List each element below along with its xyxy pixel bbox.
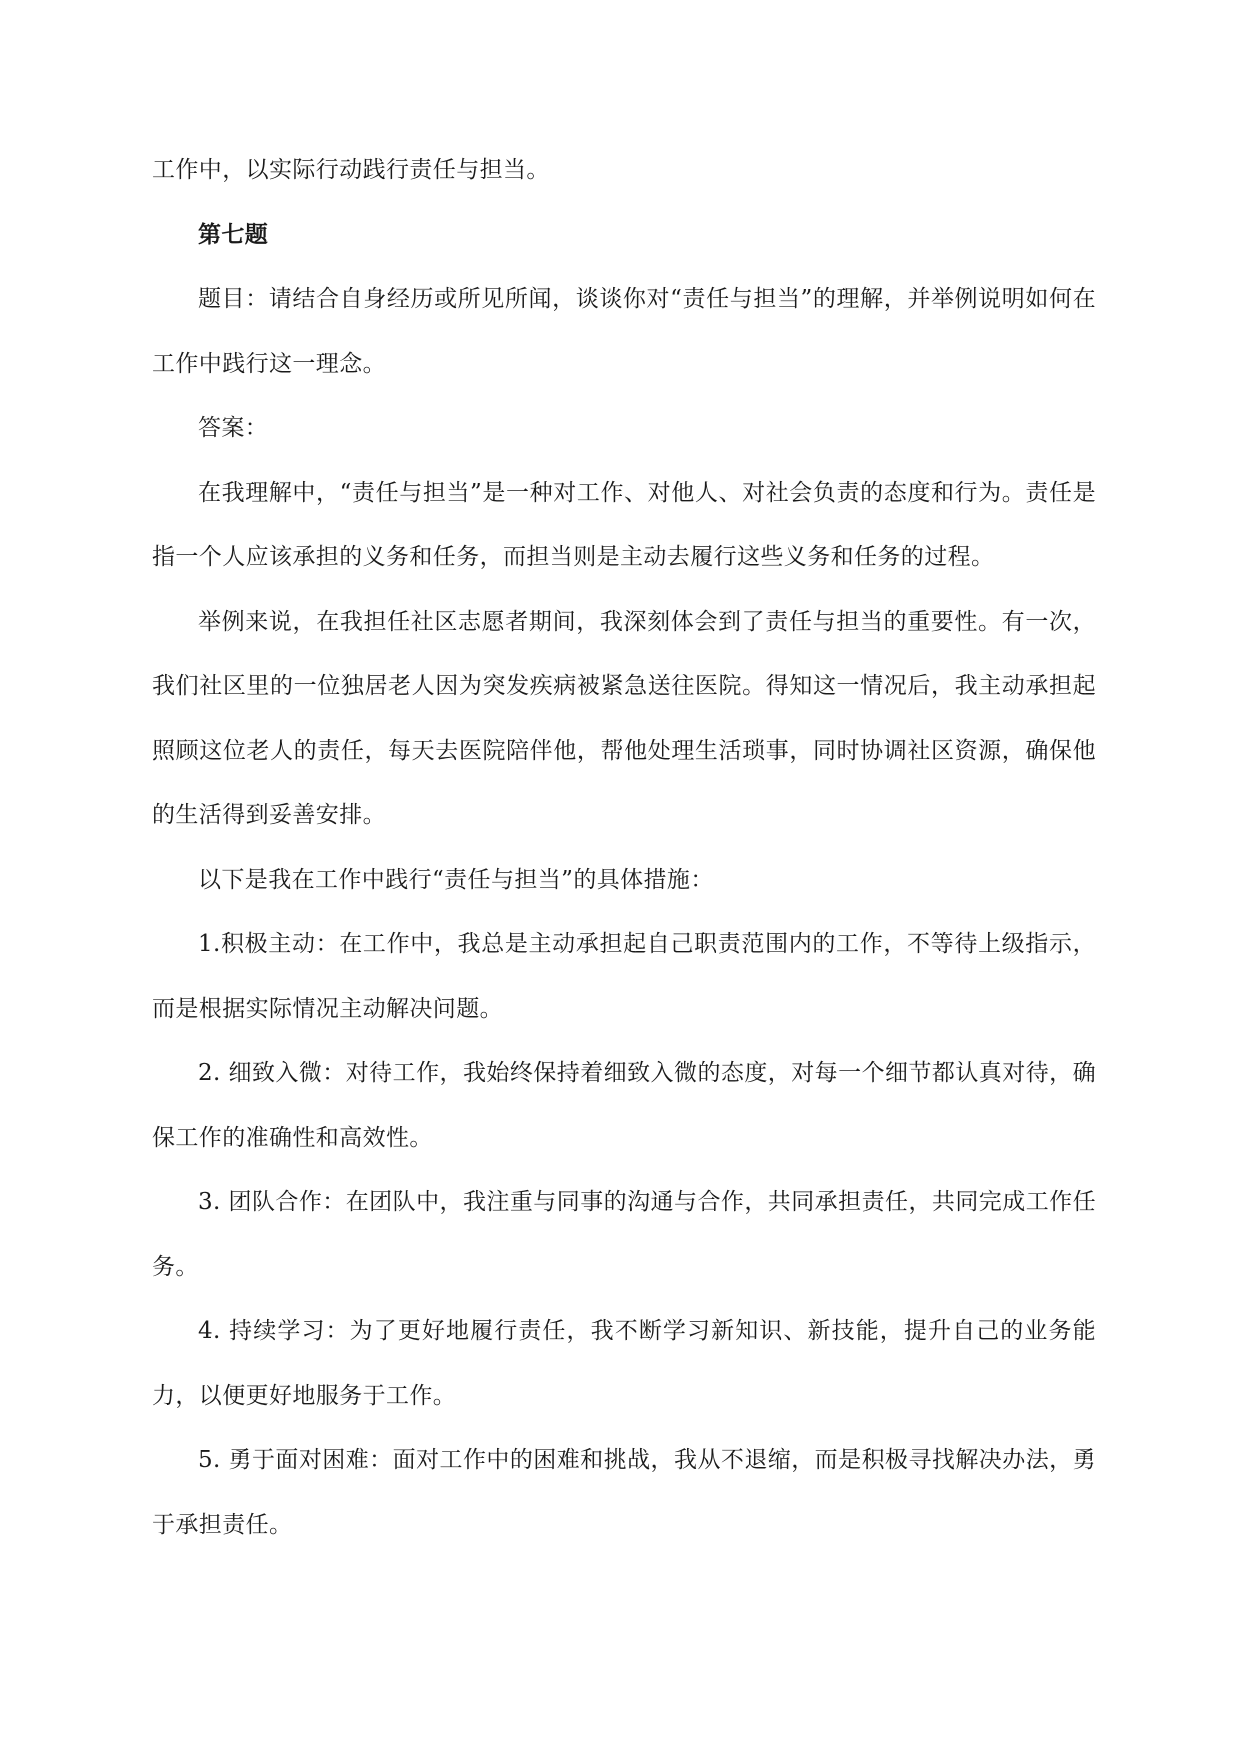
- measure-item-proactive: 1.积极主动：在工作中，我总是主动承担起自己职责范围内的工作，不等待上级指示，而是根据实际情况主动解决问题。: [152, 931, 1096, 1022]
- measure-item-facing-difficulties: 5. 勇于面对困难：面对工作中的困难和挑战，我从不退缩，而是积极寻找解决办法，勇于承担责任。: [152, 1447, 1096, 1538]
- answer-paragraph-measures-intro: 以下是我在工作中践行“责任与担当”的具体措施：: [198, 866, 714, 893]
- section-title: 第七题: [198, 220, 269, 248]
- answer-paragraph-understanding: 在我理解中，“责任与担当”是一种对工作、对他人、对社会负责的态度和行为。责任是指一个人应该承担的义务和任务，而担当则是主动去履行这些义务和任务的过程。: [152, 479, 1096, 570]
- measure-item-learning: 4. 持续学习：为了更好地履行责任，我不断学习新知识、新技能，提升自己的业务能力，以便更好地服务于工作。: [152, 1318, 1096, 1409]
- document-body: [152, 138, 1096, 1557]
- measure-item-teamwork: 3. 团队合作：在团队中，我注重与同事的沟通与合作，共同承担责任，共同完成工作任务。: [152, 1189, 1096, 1280]
- answer-label: 答案：: [198, 415, 269, 441]
- answer-paragraph-example: 举例来说，在我担任社区志愿者期间，我深刻体会到了责任与担当的重要性。有一次，我们社区里的一位独居老人因为突发疾病被紧急送往医院。得知这一情况后，我主动承担起照顾这位老人的责任，每天去医院陪伴他，帮他处理生活琐事，同时协调社区资源，确保他的生活得到妥善安排。: [152, 608, 1096, 828]
- continuation-text: 工作中，以实际行动践行责任与担当。: [152, 157, 550, 183]
- question-text: 题目：请结合自身经历或所见所闻，谈谈你对“责任与担当”的理解，并举例说明如何在工作中践行这一理念。: [152, 286, 1096, 377]
- measure-item-meticulous: 2. 细致入微：对待工作，我始终保持着细致入微的态度，对每一个细节都认真对待，确保工作的准确性和高效性。: [152, 1060, 1096, 1151]
